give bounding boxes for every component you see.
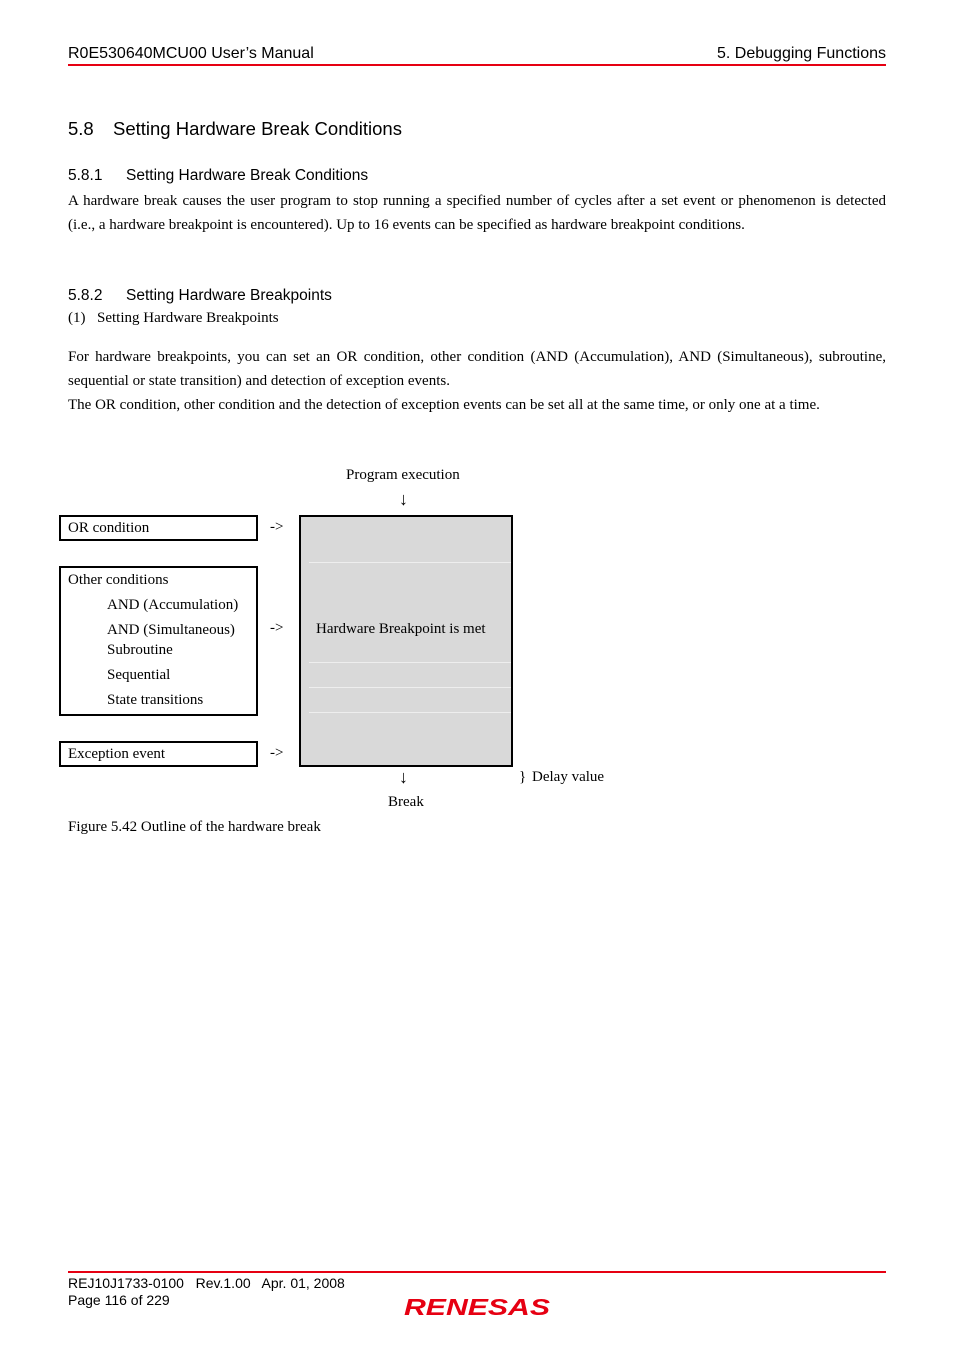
subsection-number: 5.8.1 <box>68 167 103 184</box>
paragraph-breakpoint-combination: The OR condition, other condition and the detection of exception events can be set all at the same time, or only one at a time. <box>68 397 820 413</box>
item-title: Setting Hardware Breakpoints <box>97 310 279 326</box>
other-conditions-title: Other conditions <box>68 572 169 588</box>
condition-and-simultaneous: AND (Simultaneous) <box>107 622 235 638</box>
subsection-title: Setting Hardware Break Conditions <box>126 167 369 184</box>
exception-event-box <box>59 741 258 767</box>
box-shade-line <box>309 662 511 663</box>
delay-brace: } <box>519 769 527 785</box>
arrow-exception: -> <box>270 745 284 761</box>
arrow-or: -> <box>270 519 284 535</box>
header-rule <box>68 64 886 66</box>
section-number: 5.8 <box>68 118 94 139</box>
paragraph-hardware-break: A hardware break causes the user program to stop running a specified number of cycles after a set event or phenomenon is detected (i.e., a hardware breakpoint is encountered). Up to 16 events can be specified as hardware breakpoint conditions. <box>68 193 886 233</box>
condition-sequential: Sequential <box>107 667 171 683</box>
down-arrow-icon: ↓ <box>399 489 408 509</box>
or-condition-label: OR condition <box>68 520 150 536</box>
arrow-other: -> <box>270 620 284 636</box>
subsection-title: Setting Hardware Breakpoints <box>126 287 332 304</box>
exception-event-label: Exception event <box>68 746 166 762</box>
box-shade-line <box>309 687 511 688</box>
subsection-heading-1 <box>68 167 368 185</box>
item-number: (1) <box>68 310 86 326</box>
hardware-breakpoint-box <box>299 515 513 767</box>
delay-value-label: Delay value <box>532 769 605 785</box>
condition-state-transitions: State transitions <box>107 692 204 708</box>
section-heading <box>68 118 402 140</box>
figure-caption: Figure 5.42 Outline of the hardware break <box>68 819 321 835</box>
section-title: Setting Hardware Break Conditions <box>113 118 402 139</box>
down-arrow-icon: ↓ <box>399 767 408 787</box>
svg-text:RENESAS: RENESAS <box>404 1294 551 1319</box>
break-label: Break <box>388 794 424 810</box>
renesas-logo <box>402 1293 552 1324</box>
condition-and-accumulation: AND (Accumulation) <box>107 597 239 613</box>
subsection-heading-2 <box>68 287 332 305</box>
page-number: Page 116 of 229 <box>68 1292 170 1308</box>
list-item-heading <box>68 310 279 327</box>
box-shade-line <box>309 562 511 563</box>
hardware-breakpoint-label: Hardware Breakpoint is met <box>316 621 486 637</box>
other-conditions-box <box>59 566 258 716</box>
manual-title: R0E530640MCU00 User’s Manual <box>68 45 314 62</box>
program-execution-label: Program execution <box>346 467 460 483</box>
subsection-number: 5.8.2 <box>68 287 103 304</box>
condition-subroutine: Subroutine <box>107 642 173 658</box>
document-info: REJ10J1733-0100 Rev.1.00 Apr. 01, 2008 <box>68 1275 345 1291</box>
footer-rule <box>68 1271 886 1273</box>
paragraph-breakpoint-types: For hardware breakpoints, you can set an OR condition, other condition (AND (Accumulation), AND (Simultaneous), subroutine, sequential or state transition) and detection of exception events. <box>68 349 886 389</box>
chapter-title: 5. Debugging Functions <box>717 45 886 62</box>
box-shade-line <box>309 712 511 713</box>
or-condition-box <box>59 515 258 541</box>
